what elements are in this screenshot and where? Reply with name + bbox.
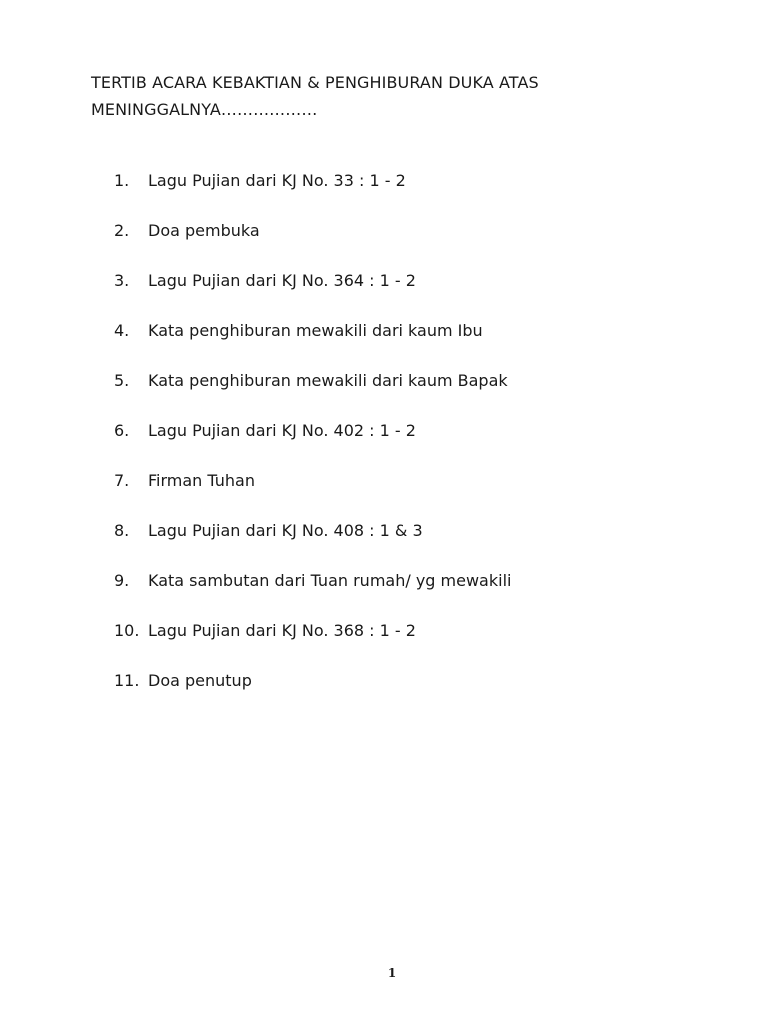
item-text: Kata penghiburan mewakili dari kaum Bapak [148, 371, 508, 390]
agenda-list [114, 170, 511, 720]
item-text: Lagu Pujian dari KJ No. 33 : 1 - 2 [148, 171, 406, 190]
item-number: 11. [114, 671, 140, 690]
item-number: 5. [114, 371, 130, 390]
item-text: Lagu Pujian dari KJ No. 368 : 1 - 2 [148, 621, 416, 640]
item-text: Lagu Pujian dari KJ No. 364 : 1 - 2 [148, 271, 416, 290]
list-item [114, 620, 511, 670]
item-number: 7. [114, 471, 130, 490]
item-number: 10. [114, 621, 140, 640]
title-line-2: MENINGGALNYA……………… [91, 100, 318, 119]
item-text: Doa pembuka [148, 221, 260, 240]
item-number: 8. [114, 521, 130, 540]
list-item [114, 570, 511, 620]
item-text: Lagu Pujian dari KJ No. 402 : 1 - 2 [148, 421, 416, 440]
item-text: Kata sambutan dari Tuan rumah/ yg mewakili [148, 571, 512, 590]
list-item [114, 270, 511, 320]
item-text: Kata penghiburan mewakili dari kaum Ibu [148, 321, 483, 340]
list-item [114, 220, 511, 270]
item-number: 4. [114, 321, 130, 340]
item-number: 9. [114, 571, 130, 590]
list-item [114, 520, 511, 570]
item-text: Doa penutup [148, 671, 252, 690]
item-text: Lagu Pujian dari KJ No. 408 : 1 & 3 [148, 521, 423, 540]
item-number: 2. [114, 221, 130, 240]
item-text: Firman Tuhan [148, 471, 255, 490]
document-title [91, 69, 711, 123]
item-number: 6. [114, 421, 130, 440]
title-line-1: TERTIB ACARA KEBAKTIAN & PENGHIBURAN DUKA ATAS [91, 73, 539, 92]
list-item [114, 420, 511, 470]
list-item [114, 170, 511, 220]
list-item [114, 370, 511, 420]
list-item [114, 320, 511, 370]
item-number: 3. [114, 271, 130, 290]
page-number: 1 [387, 966, 397, 980]
list-item [114, 670, 511, 720]
item-number: 1. [114, 171, 130, 190]
list-item [114, 470, 511, 520]
